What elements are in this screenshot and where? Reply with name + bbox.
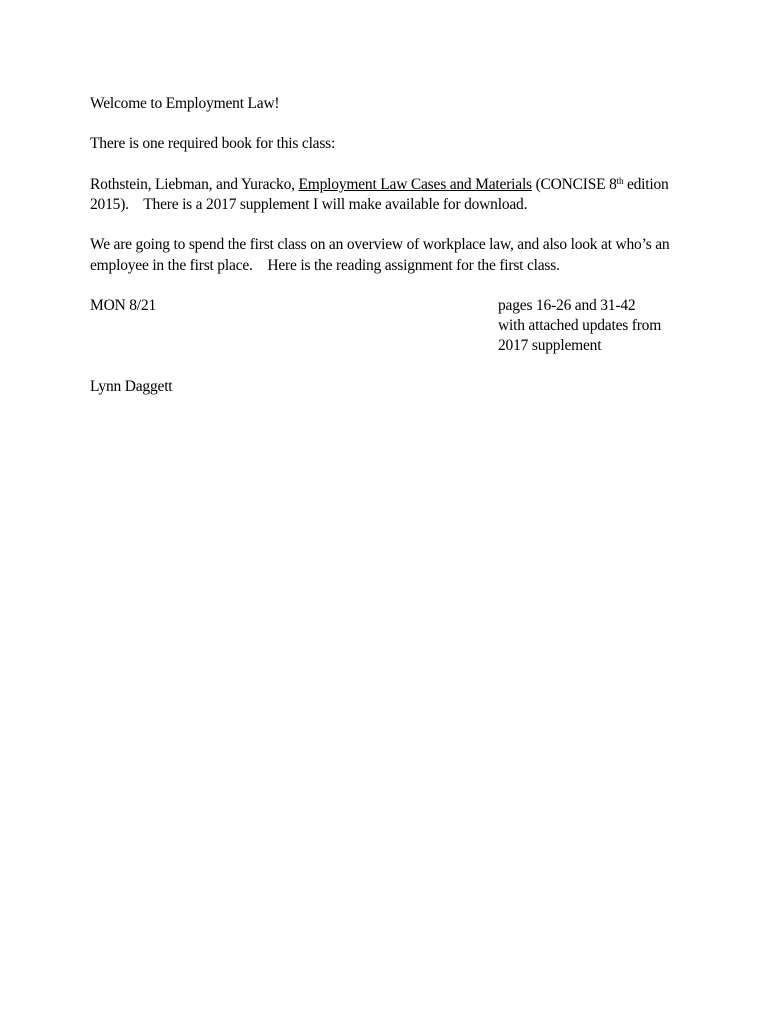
intro-text: There is one required book for this class: <box>90 135 336 152</box>
assignment-date: MON 8/21 <box>90 297 157 314</box>
assignment-pages: pages 16-26 and 31-42 <box>498 297 636 314</box>
edition-superscript: th <box>616 176 624 186</box>
signature: Lynn Daggett <box>90 378 173 395</box>
book-citation-line-2: 2015). There is a 2017 supplement I will make available for download. <box>90 196 528 213</box>
assignment-supplement: 2017 supplement <box>498 337 602 354</box>
book-title: Employment Law Cases and Materials <box>298 176 532 193</box>
book-edition-prefix: (CONCISE 8 <box>531 176 617 193</box>
assignment-updates: with attached updates from <box>498 317 662 334</box>
book-edition-suffix: edition <box>623 176 669 193</box>
overview-line-1: We are going to spend the first class on an overview of workplace law, and also look at who’s an <box>90 236 670 253</box>
greeting-heading: Welcome to Employment Law! <box>90 95 280 112</box>
overview-line-2: employee in the first place. Here is the reading assignment for the first class. <box>90 257 560 274</box>
book-authors: Rothstein, Liebman, and Yuracko, <box>90 176 299 193</box>
book-citation-line-1 <box>90 175 669 195</box>
